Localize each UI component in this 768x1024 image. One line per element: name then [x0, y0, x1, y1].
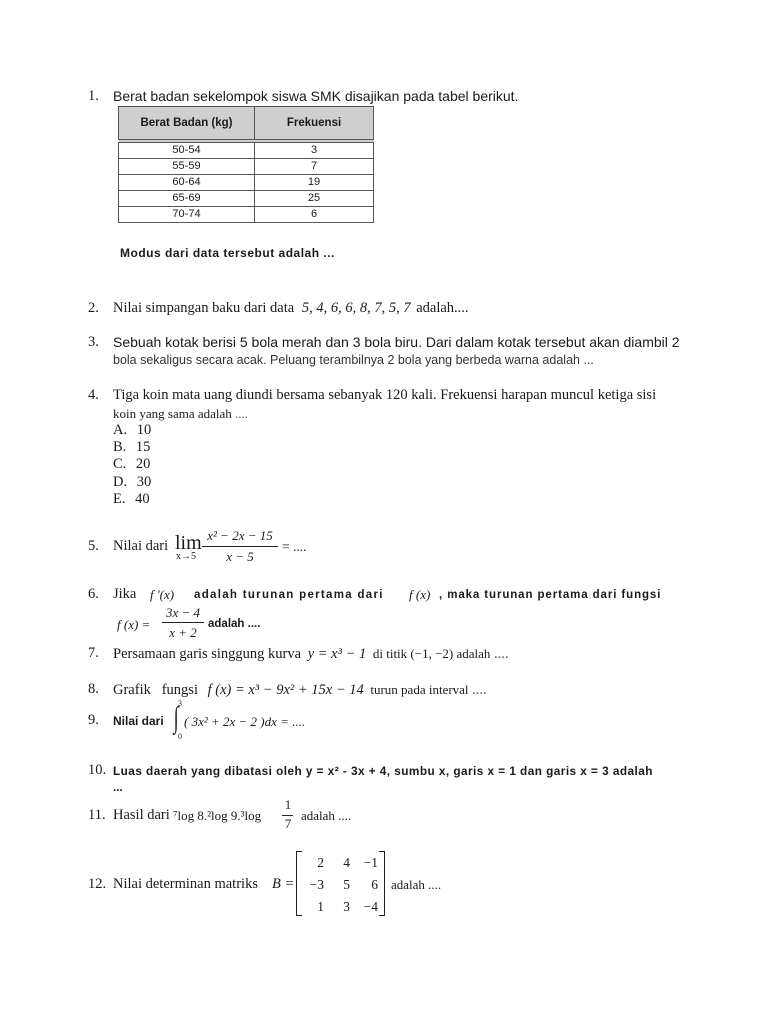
option-label: B. [113, 439, 127, 456]
option-b [113, 439, 151, 456]
table-cell-range: 70-74 [119, 207, 255, 223]
q1-text: Berat badan sekelompok siswa SMK disajikan pada tabel berikut. [113, 88, 519, 104]
frequency-table [118, 106, 374, 223]
q4-line1: Tiga koin mata uang diundi bersama sebanyak 120 kali. Frekuensi harapan muncul ketiga sisi [113, 387, 657, 403]
q5-number: 5. [88, 538, 99, 554]
table-row [119, 143, 374, 159]
q3-number: 3. [88, 334, 99, 350]
q4-line2 [113, 405, 248, 422]
q4-options [113, 422, 151, 508]
q8-dots: .... [472, 682, 487, 698]
matrix-cell: 4 [343, 855, 350, 870]
q9-integrand: ( 3x² + 2x − 2 )dx = .... [184, 714, 306, 729]
table-cell-freq: 3 [255, 143, 374, 159]
q11-suffix: adalah .... [301, 808, 352, 823]
q6-fx-eq: f (x) = [117, 617, 151, 632]
q5-text: Nilai dari [113, 538, 169, 554]
table-cell-range: 60-64 [119, 175, 255, 191]
q6-numerator: 3x − 4 [165, 605, 201, 620]
table-row [119, 175, 374, 191]
q2-suffix: adalah.... [416, 300, 469, 316]
q11-frac-den: 7 [284, 816, 292, 831]
q11-number: 11. [88, 807, 106, 823]
table-row [119, 191, 374, 207]
option-value: 30 [136, 473, 152, 490]
integral-sign-icon: ∫ [173, 701, 179, 734]
q1-question: Modus dari data tersebut adalah ... [120, 246, 335, 260]
q3-line2: bola sekaligus secara acak. Peluang terambilnya 2 bola yang berbeda warna adalah ... [113, 353, 594, 367]
table-cell-freq: 19 [255, 175, 374, 191]
matrix-cell: 5 [343, 877, 350, 892]
table-cell-range: 50-54 [119, 143, 255, 159]
table-row [119, 207, 374, 223]
matrix-cell: 1 [317, 899, 324, 914]
q10-number: 10. [88, 762, 107, 778]
option-value: 20 [135, 456, 151, 473]
q6-mid: adalah turunan pertama dari [194, 589, 384, 601]
q5-lim-sub: x→5 [176, 551, 196, 562]
q6-fraction-bar [162, 622, 204, 623]
q4-line2-text: koin yang sama adalah [113, 406, 232, 421]
q11-frac-num: 1 [284, 797, 292, 812]
table-cell-freq: 25 [255, 191, 374, 207]
option-label: E. [113, 490, 126, 507]
q9-upper: 3 [178, 699, 182, 708]
q2-data: 5, 4, 6, 6, 8, 7, 5, 7 [301, 300, 411, 316]
table-header-frequency: Frekuensi [255, 107, 374, 140]
q8-suffix: turun pada interval [370, 682, 469, 697]
q7-label: Persamaan garis singgung kurva [113, 646, 302, 662]
matrix-cell: 3 [343, 899, 350, 914]
option-c [113, 456, 151, 473]
matrix-cell: −1 [363, 855, 378, 870]
q10-line1: Luas daerah yang dibatasi oleh y = x² - 3x + 4, sumbu x, garis x = 1 dan garis x = 3 adalah [113, 764, 653, 778]
matrix-cell: −3 [309, 877, 324, 892]
q7-dots: .... [494, 646, 509, 662]
q6-jika: Jika [113, 586, 137, 602]
q6-fprime: f '(x) [150, 587, 175, 602]
q7-point: di titik (−1, −2) adalah [372, 646, 491, 661]
q6-number: 6. [88, 586, 99, 602]
option-a [113, 422, 151, 439]
table-row [119, 159, 374, 175]
q6-tail: , maka turunan pertama dari fungsi [439, 589, 662, 601]
q8-text [113, 681, 487, 699]
q12-number: 12. [88, 876, 107, 892]
q11-expr: ⁷log 8.²log 9.³log [173, 808, 262, 823]
q7-curve: y = x³ − 1 [307, 646, 367, 662]
q3-line1: Sebuah kotak berisi 5 bola merah dan 3 bola biru. Dari dalam kotak tersebut akan diambil 2 [113, 334, 680, 350]
q12-var: B = [272, 876, 295, 892]
q2-label: Nilai simpangan baku dari data [113, 300, 295, 316]
q6-fx: f (x) [409, 587, 431, 602]
q5-suffix: = .... [282, 539, 307, 554]
option-value: 10 [136, 422, 152, 438]
q8-func: f (x) = x³ − 9x² + 15x − 14 [207, 682, 364, 698]
option-label: D. [113, 473, 128, 490]
q2-number: 2. [88, 300, 99, 316]
q9-lower: 0 [178, 732, 182, 741]
q5-fraction-bar [202, 546, 278, 547]
q7-number: 7. [88, 645, 99, 661]
table-header-weight: Berat Badan (kg) [119, 107, 255, 140]
q8-label: Grafik fungsi [113, 682, 198, 698]
q7-text [113, 645, 509, 663]
matrix-cell: 2 [317, 855, 324, 870]
option-e [113, 491, 151, 508]
option-label: A. [113, 422, 128, 438]
table-cell-freq: 6 [255, 207, 374, 223]
q12-suffix: adalah .... [391, 877, 442, 892]
matrix-cell: −4 [363, 899, 378, 914]
q5-denominator: x − 5 [226, 549, 254, 564]
q4-number: 4. [88, 387, 99, 403]
q8-number: 8. [88, 681, 99, 697]
q10-line2: ... [113, 782, 123, 794]
option-label: C. [113, 456, 127, 473]
q12-text: Nilai determinan matriks [113, 876, 258, 892]
q6-denominator: x + 2 [169, 625, 197, 640]
q9-text: Nilai dari [113, 714, 164, 728]
option-value: 15 [135, 439, 151, 456]
table-cell-range: 55-59 [119, 159, 255, 175]
q5-numerator: x² − 2x − 15 [207, 528, 273, 543]
q1-number: 1. [88, 88, 99, 104]
option-d [113, 474, 151, 491]
q2-text [113, 300, 469, 317]
table-cell-range: 65-69 [119, 191, 255, 207]
q5-lim: lim [175, 532, 202, 554]
matrix-cell: 6 [371, 877, 378, 892]
table-cell-freq: 7 [255, 159, 374, 175]
q9-number: 9. [88, 712, 99, 728]
q6-suffix: adalah .... [208, 618, 261, 630]
q11-text: Hasil dari [113, 807, 170, 823]
option-value: 40 [135, 490, 150, 507]
matrix [302, 852, 380, 918]
q4-line2-dots: .... [235, 406, 249, 421]
